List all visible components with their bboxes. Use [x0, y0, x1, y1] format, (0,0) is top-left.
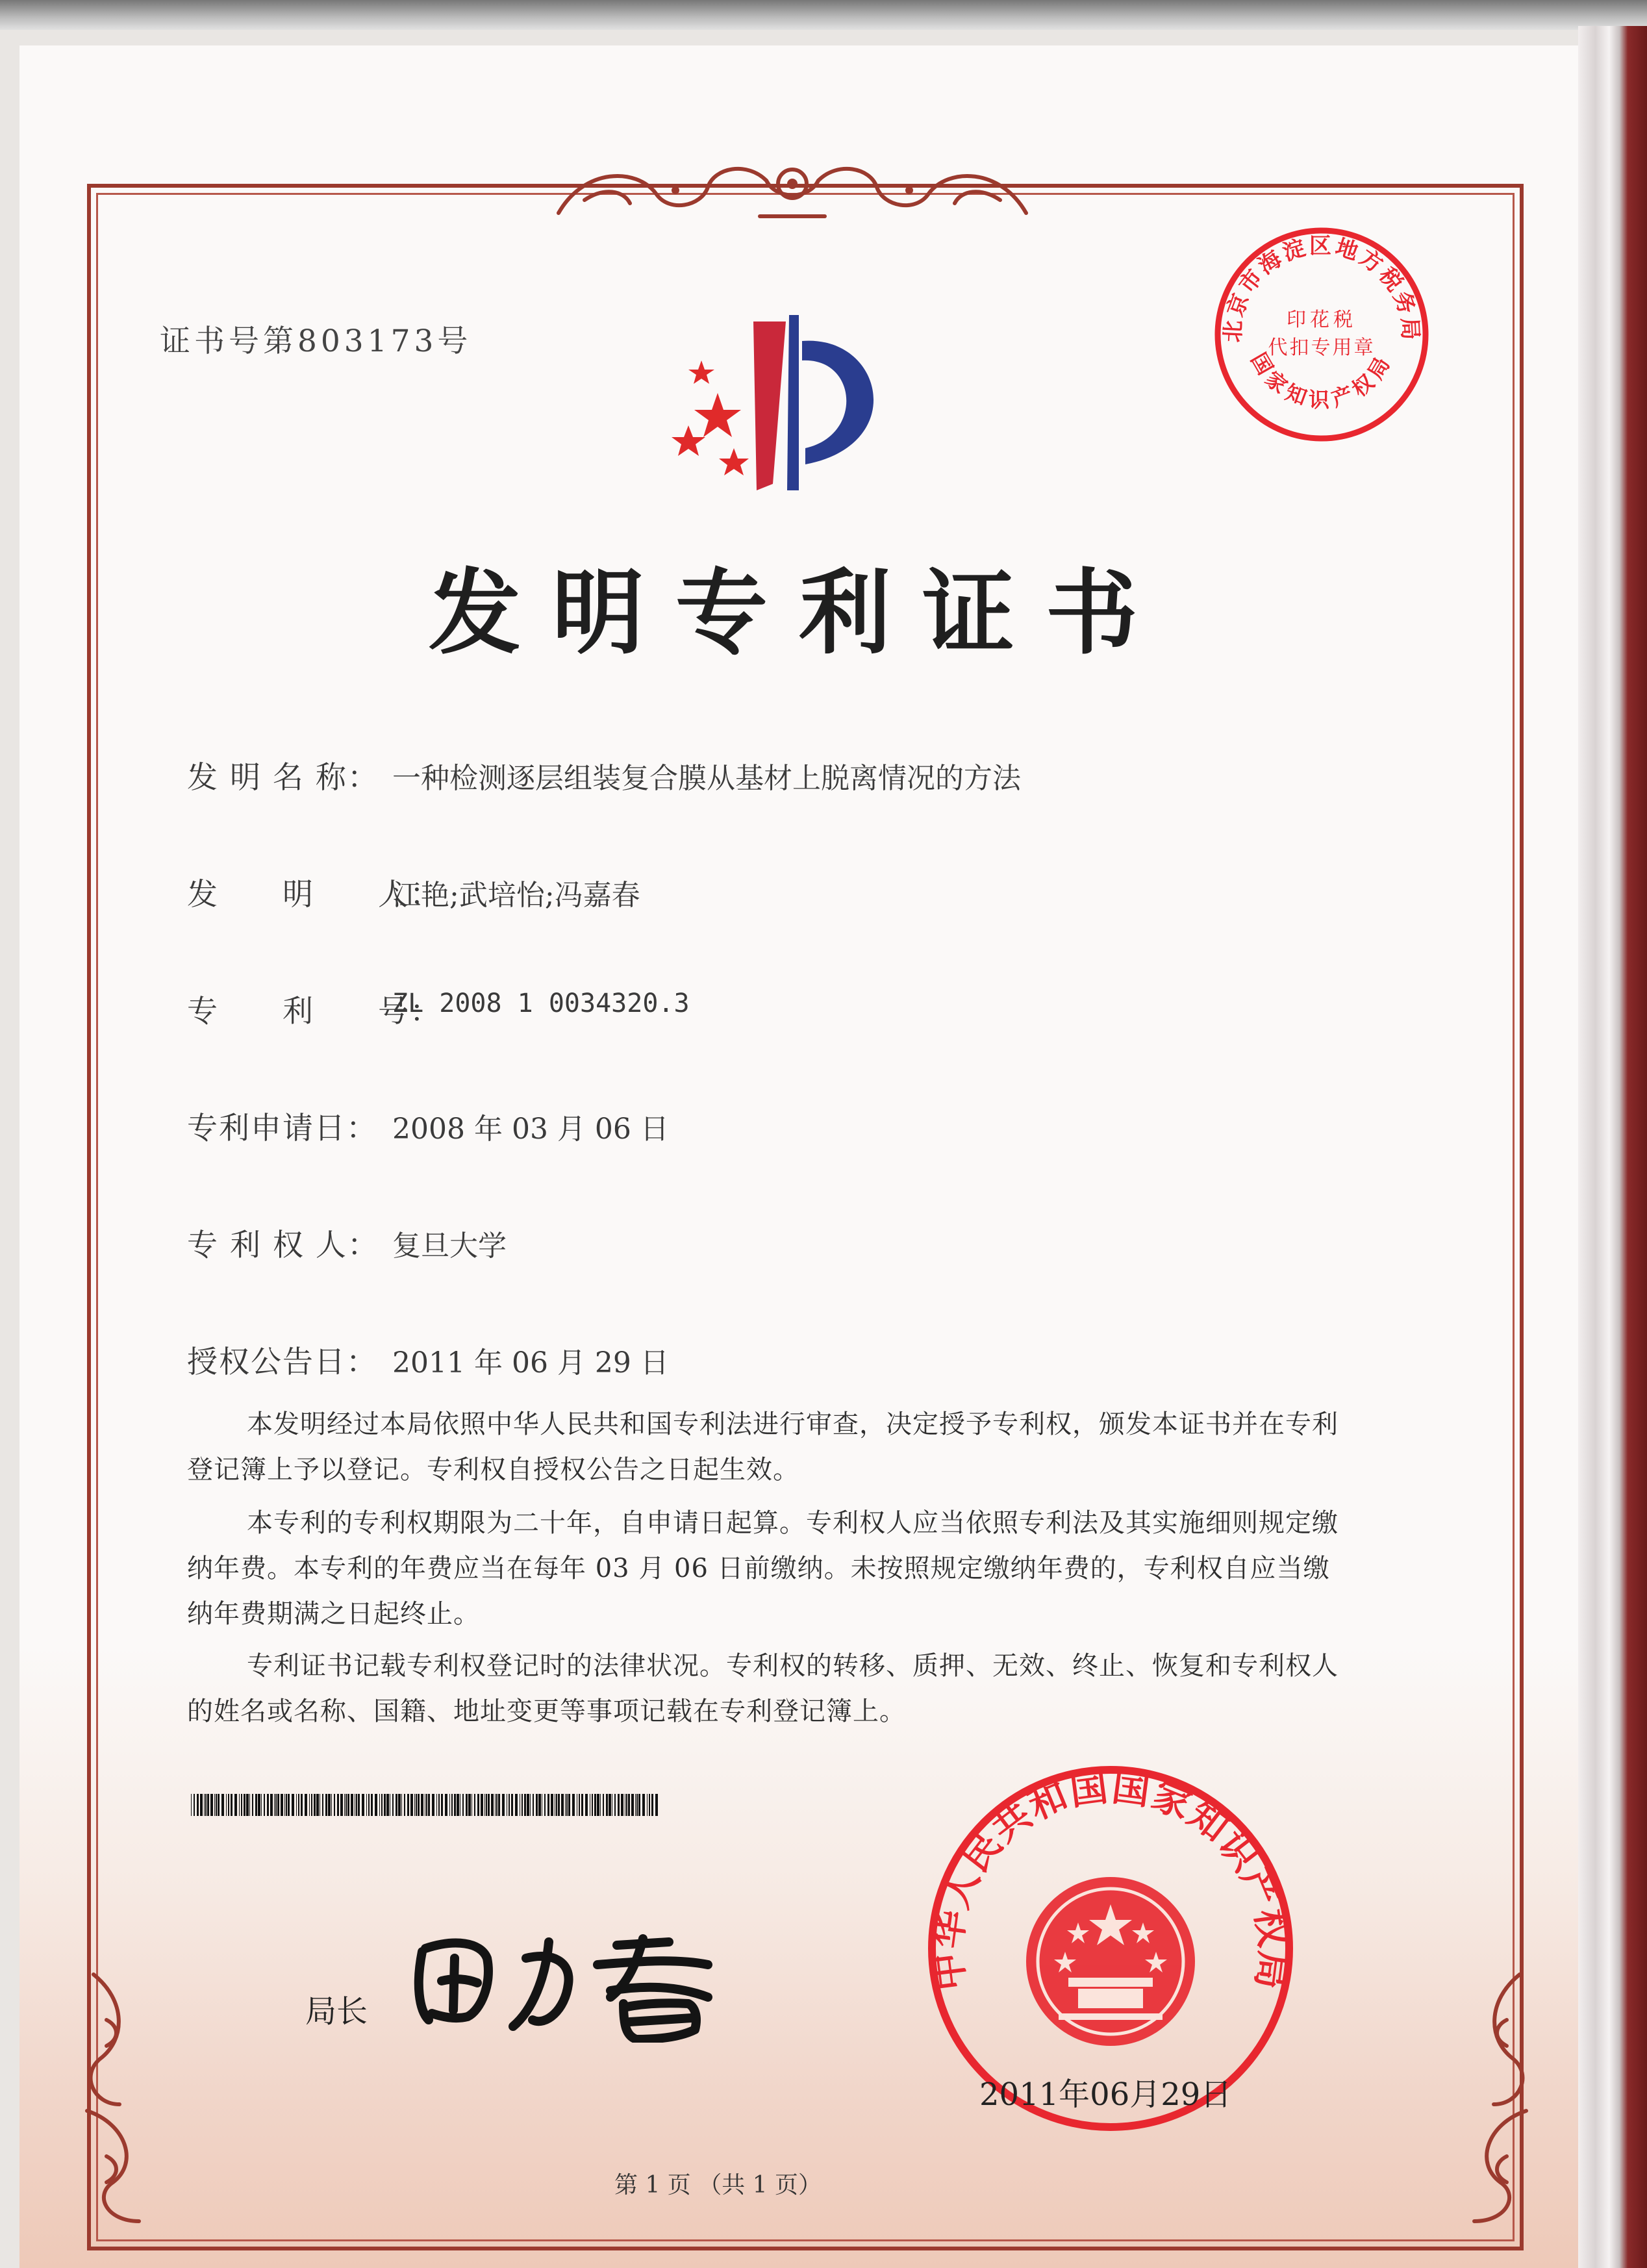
field-value-patent-number: ZL 2008 1 0034320.3: [392, 989, 690, 1018]
barcode-bar: [309, 1794, 310, 1816]
barcode-bar: [204, 1794, 205, 1816]
barcode-bar: [288, 1794, 290, 1816]
barcode-bar: [226, 1794, 227, 1816]
corner-ornament-left: [68, 1961, 178, 2234]
barcode-bar: [572, 1794, 575, 1816]
barcode-bar: [436, 1794, 437, 1816]
barcode-bar: [386, 1794, 389, 1816]
corner-ornament-right: [1429, 1961, 1546, 2234]
tax-stamp-bottom-text: 国家知识产权局: [1246, 348, 1398, 412]
barcode-bar: [407, 1794, 409, 1816]
tax-stamp: [1201, 214, 1442, 455]
seal-ring-text: 中华人民共和国国家知识产权局: [925, 1765, 1296, 1993]
field-value-invention-name: 一种检测逐层组装复合膜从基材上脱离情况的方法: [392, 762, 1021, 795]
barcode-bar: [340, 1794, 343, 1816]
barcode-bar: [207, 1794, 209, 1816]
field-label-patent-number: 专 利 号：: [187, 994, 442, 1029]
barcode-bar: [438, 1794, 440, 1816]
barcode-bar: [322, 1794, 323, 1816]
barcode-bar: [454, 1794, 456, 1816]
field-label-patentee: 专 利 权 人：: [187, 1228, 379, 1263]
barcode-bar: [305, 1794, 307, 1816]
barcode-bar: [351, 1794, 353, 1816]
barcode-bar: [471, 1794, 472, 1816]
barcode-bar: [275, 1794, 277, 1816]
barcode-bar: [261, 1794, 262, 1816]
barcode-bar: [566, 1794, 568, 1816]
barcode-bar: [270, 1794, 273, 1816]
barcode-bar: [379, 1794, 380, 1816]
barcode-bar: [428, 1794, 430, 1816]
barcode-bar: [255, 1794, 257, 1816]
barcode-bar: [457, 1794, 459, 1816]
barcode-bar: [568, 1794, 570, 1816]
barcode-bar: [197, 1794, 199, 1816]
barcode-bar: [655, 1794, 658, 1816]
barcode-bar: [252, 1794, 253, 1816]
barcode-bar: [331, 1794, 332, 1816]
barcode-bar: [642, 1794, 645, 1816]
barcode-bar: [481, 1794, 483, 1816]
field-label-invention-name: 发 明 名 称：: [187, 760, 379, 796]
barcode-bar: [468, 1794, 471, 1816]
barcode-bar: [585, 1794, 588, 1816]
field-value-inventors: 江艳;武培怡;冯嘉春: [392, 879, 640, 912]
barcode-bar: [191, 1794, 192, 1816]
barcode-bar: [286, 1794, 287, 1816]
barcode-bar: [462, 1794, 464, 1816]
barcode-bar: [281, 1794, 283, 1816]
barcode-bar: [522, 1794, 523, 1816]
barcode-bar: [337, 1794, 339, 1816]
barcode-bar: [651, 1794, 653, 1816]
barcode-bar: [441, 1794, 443, 1816]
field-label-application-date: 专利申请日：: [187, 1111, 378, 1146]
barcode-bar: [381, 1794, 383, 1816]
barcode-bar: [246, 1794, 249, 1816]
barcode-bar: [371, 1794, 373, 1816]
barcode-bar: [347, 1794, 349, 1816]
barcode-bar: [334, 1794, 335, 1816]
barcode-bar: [298, 1794, 299, 1816]
barcode-bar: [614, 1794, 616, 1816]
barcode-bar: [375, 1794, 377, 1816]
barcode-bar: [398, 1794, 401, 1816]
barcode-bar: [426, 1794, 427, 1816]
barcode-bar: [536, 1794, 538, 1816]
barcode-bar: [346, 1794, 347, 1816]
barcode-bar: [404, 1794, 405, 1816]
barcode-bar: [621, 1794, 623, 1816]
barcode-bar: [292, 1794, 294, 1816]
barcode-bar: [301, 1794, 303, 1816]
barcode-bar: [556, 1794, 557, 1816]
barcode-bar: [477, 1794, 479, 1816]
certificate-number: 证书号第803173号: [160, 323, 472, 359]
barcode-bar: [384, 1794, 386, 1816]
barcode-bar: [296, 1794, 297, 1816]
barcode-bar: [606, 1794, 608, 1816]
barcode-bar: [421, 1794, 423, 1816]
field-label-grant-date: 授权公告日：: [187, 1344, 378, 1380]
barcode-bar: [418, 1794, 420, 1816]
top-ornament: [546, 155, 1039, 226]
barcode-bar: [527, 1794, 529, 1816]
barcode-bar: [277, 1794, 279, 1816]
barcode-bar: [524, 1794, 526, 1816]
barcode-bar: [551, 1794, 553, 1816]
barcode-bar: [311, 1794, 312, 1816]
barcode-bar: [509, 1794, 510, 1816]
barcode-bar: [515, 1794, 518, 1816]
seal-date: 2011年06月29日: [979, 2076, 1232, 2113]
field-label-inventors: 发 明 人：: [187, 877, 442, 913]
barcode-bar: [368, 1794, 370, 1816]
body-paragraph: 专利证书记载专利权登记时的法律状况。专利权的转移、质押、无效、终止、恢复和专利权人的姓名或名称、国籍、地址变更等事项记载在专利登记簿上。: [187, 1651, 1339, 1726]
barcode-bar: [533, 1794, 534, 1816]
barcode-bar: [502, 1794, 505, 1816]
barcode-bar: [618, 1794, 620, 1816]
barcode-bar: [200, 1794, 203, 1816]
barcode-bar: [486, 1794, 487, 1816]
barcode-bar: [635, 1794, 636, 1816]
barcode-bar: [249, 1794, 250, 1816]
barcode-bar: [356, 1794, 357, 1816]
field-value-grant-date: 2011 年 06 月 29 日: [392, 1346, 669, 1380]
barcode-bar: [600, 1794, 601, 1816]
certificate-title: 发明专利证书: [429, 559, 1169, 667]
page-number: 第 1 页 （共 1 页）: [614, 2172, 822, 2199]
barcode-bar: [626, 1794, 627, 1816]
barcode-bar: [325, 1794, 327, 1816]
barcode-bar: [401, 1794, 402, 1816]
book-binding-edge: [1578, 26, 1647, 2268]
barcode-bar: [241, 1794, 242, 1816]
barcode-bar: [284, 1794, 285, 1816]
barcode-bar: [316, 1794, 319, 1816]
barcode-bar: [432, 1794, 434, 1816]
barcode-bar: [631, 1794, 634, 1816]
barcode-bar: [488, 1794, 490, 1816]
barcode-bar: [538, 1794, 541, 1816]
barcode-bar: [484, 1794, 485, 1816]
barcode-bar: [530, 1794, 531, 1816]
barcode-bar: [366, 1794, 367, 1816]
barcode-bar: [234, 1794, 237, 1816]
barcode-bar: [609, 1794, 611, 1816]
barcode-bar: [638, 1794, 640, 1816]
barcode-bar: [410, 1794, 413, 1816]
barcode-bar: [314, 1794, 316, 1816]
barcode-bar: [581, 1794, 583, 1816]
barcode: [191, 1794, 660, 1816]
tax-stamp-center-line2: 代扣专用章: [1268, 336, 1376, 359]
barcode-bar: [511, 1794, 513, 1816]
barcode-bar: [258, 1794, 260, 1816]
barcode-bar: [579, 1794, 580, 1816]
barcode-bar: [205, 1794, 207, 1816]
barcode-bar: [547, 1794, 549, 1816]
barcode-bar: [496, 1794, 497, 1816]
field-value-patentee: 复旦大学: [392, 1229, 507, 1263]
barcode-bar: [210, 1794, 213, 1816]
barcode-bar: [218, 1794, 220, 1816]
barcode-bar: [597, 1794, 599, 1816]
barcode-bar: [445, 1794, 447, 1816]
barcode-bar: [214, 1794, 215, 1816]
scan-top-edge: [0, 0, 1647, 30]
barcode-bar: [561, 1794, 564, 1816]
barcode-bar: [449, 1794, 450, 1816]
barcode-bar: [328, 1794, 331, 1816]
barcode-bar: [558, 1794, 560, 1816]
director-label: 局长: [305, 1993, 368, 2030]
barcode-bar: [221, 1794, 224, 1816]
director-signature: [403, 1913, 740, 2043]
barcode-bar: [592, 1794, 593, 1816]
barcode-bar: [274, 1794, 275, 1816]
barcode-bar: [498, 1794, 500, 1816]
barcode-bar: [344, 1794, 345, 1816]
barcode-bar: [491, 1794, 494, 1816]
barcode-bar: [416, 1794, 417, 1816]
barcode-bar: [414, 1794, 415, 1816]
tax-stamp-ring-text: 北京市海淀区地方税务局: [1220, 233, 1424, 344]
barcode-bar: [474, 1794, 475, 1816]
barcode-bar: [392, 1794, 394, 1816]
barcode-bar: [565, 1794, 566, 1816]
barcode-bar: [358, 1794, 360, 1816]
body-paragraph: 本专利的专利权期限为二十年，自申请日起算。专利权人应当依照专利法及其实施细则规定缴纳年费。本专利的年费应当在每年 03 月 06 日前缴纳。未按照规定缴纳年费的，专利权自应当缴纳年费期满之日起终止。: [187, 1508, 1339, 1629]
barcode-bar: [267, 1794, 269, 1816]
tax-stamp-center-line1: 印花税: [1287, 309, 1357, 331]
body-paragraph: 本发明经过本局依照中华人民共和国专利法进行审查，决定授予专利权，颁发本证书并在专利登记簿上予以登记。专利权自授权公告之日起生效。: [187, 1409, 1339, 1485]
barcode-bar: [239, 1794, 240, 1816]
barcode-bar: [495, 1794, 496, 1816]
barcode-bar: [636, 1794, 638, 1816]
barcode-bar: [649, 1794, 650, 1816]
barcode-bar: [628, 1794, 630, 1816]
field-value-application-date: 2008 年 03 月 06 日: [392, 1113, 669, 1146]
barcode-bar: [544, 1794, 546, 1816]
barcode-bar: [231, 1794, 233, 1816]
barcode-bar: [194, 1794, 195, 1816]
barcode-bar: [451, 1794, 453, 1816]
barcode-bar: [216, 1794, 217, 1816]
barcode-bar: [362, 1794, 364, 1816]
barcode-bar: [264, 1794, 265, 1816]
barcode-bar: [466, 1794, 468, 1816]
barcode-bar: [396, 1794, 397, 1816]
patent-office-logo: [649, 296, 922, 503]
barcode-bar: [603, 1794, 604, 1816]
barcode-bar: [244, 1794, 245, 1816]
barcode-bar: [594, 1794, 596, 1816]
barcode-bar: [228, 1794, 229, 1816]
